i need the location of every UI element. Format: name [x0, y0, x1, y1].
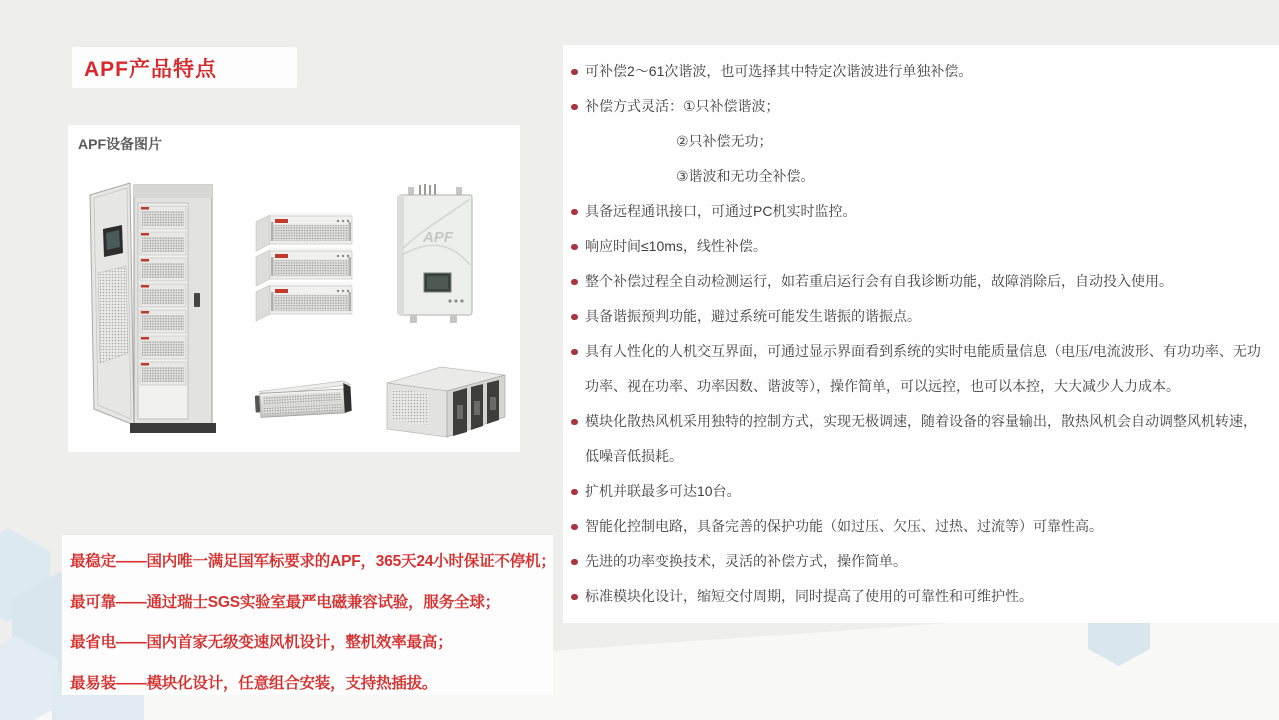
- page-title-text: APF产品特点: [84, 57, 217, 81]
- bullet-dot-icon: [571, 209, 578, 216]
- bullet-dot-icon: [571, 559, 578, 566]
- feature-text: 具备远程通讯接口，可通过PC机实时监控。: [585, 203, 857, 219]
- feature-text: 可补偿2～61次谐波，也可选择其中特定次谐波进行单独补偿。: [585, 63, 973, 79]
- feature-item: [563, 264, 1279, 299]
- feature-text: 模块化散热风机采用独特的控制方式，实现无极调速，随着设备的容量输出，散热风机会自动调整风机转速，低噪音低损耗。: [585, 413, 1257, 464]
- feature-item: [563, 404, 1279, 474]
- feature-text: 先进的功率变换技术，灵活的补偿方式，操作简单。: [585, 553, 907, 569]
- feature-item: [563, 334, 1279, 404]
- bullet-dot-icon: [571, 244, 578, 251]
- feature-text: ②只补偿无功；: [676, 133, 773, 149]
- feature-item: [563, 474, 1279, 509]
- feature-item: [563, 194, 1279, 229]
- bullet-dot-icon: [571, 349, 578, 356]
- feature-subitem: [563, 124, 1279, 159]
- apf-logo-text: APF: [423, 229, 453, 246]
- bullet-dot-icon: [571, 524, 578, 531]
- stacked-apf-modules-image: [254, 211, 356, 323]
- feature-text: ③谐波和无功全补偿。: [676, 168, 815, 184]
- bullet-dot-icon: [571, 314, 578, 321]
- feature-text: 标准模块化设计，缩短交付周期，同时提高了使用的可靠性和可维护性。: [585, 588, 1033, 604]
- feature-item: [563, 299, 1279, 334]
- feature-text: 扩机并联最多可达10台。: [585, 483, 741, 499]
- feature-subitem: [563, 159, 1279, 194]
- bullet-dot-icon: [571, 419, 578, 426]
- highlights-panel: [62, 535, 556, 695]
- highlight-line: 最省电——国内首家无级变速风机设计，整机效率最高；: [70, 634, 453, 651]
- bullet-dot-icon: [571, 594, 578, 601]
- feature-text: 具有人性化的人机交互界面，可通过显示界面看到系统的实时电能质量信息（电压/电流波形、有功功率、无功功率、视在功率、功率因数、谐波等），操作简单，可以远控，也可以本控，大大减少人力成本。: [585, 343, 1261, 394]
- equipment-image-panel: [68, 125, 520, 452]
- feature-text: 响应时间≤10ms，线性补偿。: [585, 238, 767, 254]
- feature-item: [563, 54, 1279, 89]
- features-panel: [563, 45, 1279, 623]
- page-title: [72, 47, 297, 88]
- cabinet-with-open-door-image: [84, 177, 220, 435]
- feature-text: 具备谐振预判功能，避过系统可能发生谐振的谐振点。: [585, 308, 921, 324]
- highlight-line: 最可靠——通过瑞士SGS实验室最严电磁兼容试验，服务全球；: [70, 593, 500, 611]
- bullet-dot-icon: [571, 69, 578, 76]
- feature-text: 整个补偿过程全自动检测运行，如若重启运行会有自我诊断功能，故障消除后，自动投入使用。: [585, 273, 1173, 289]
- bullet-dot-icon: [571, 279, 578, 286]
- feature-item: [563, 544, 1279, 579]
- feature-text: 智能化控制电路，具备完善的保护功能（如过压、欠压、过热、过流等）可靠性高。: [585, 518, 1103, 534]
- feature-item: [563, 579, 1279, 614]
- feature-item: [563, 509, 1279, 544]
- rack-module-perspective-image: [383, 357, 509, 443]
- highlight-line: 最稳定——国内唯一满足国军标要求的APF，365天24小时保证不停机；: [70, 553, 556, 570]
- bullet-dot-icon: [571, 489, 578, 496]
- feature-item: [563, 229, 1279, 264]
- bullet-dot-icon: [571, 104, 578, 111]
- feature-text: 补偿方式灵活：①只补偿谐波；: [585, 98, 780, 114]
- highlight-line: 最易装——模块化设计，任意组合安装，支持热插拔。: [70, 674, 438, 692]
- wall-mounted-apf-unit-image: [386, 183, 484, 331]
- feature-item: [563, 89, 1279, 124]
- image-panel-label: APF设备图片: [78, 136, 162, 152]
- rack-unit-2u-image: [250, 374, 360, 422]
